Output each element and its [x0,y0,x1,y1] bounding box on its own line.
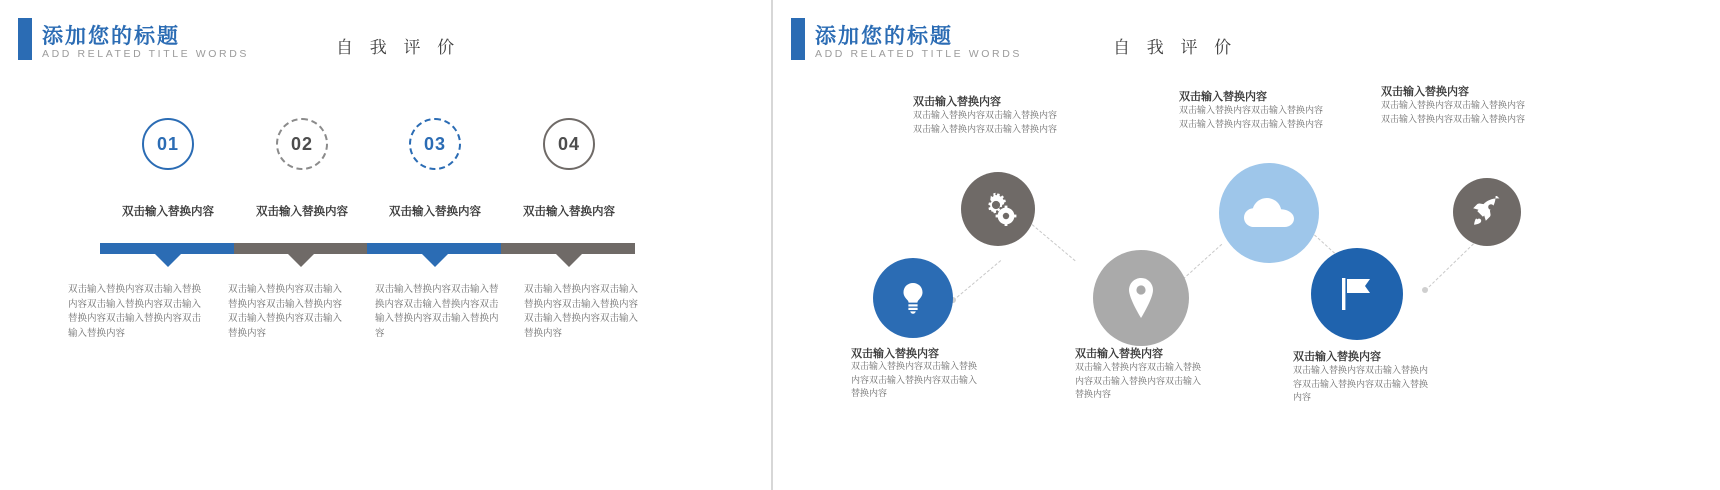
bar-pointer-03 [422,254,448,267]
page-subtitle-right: ADD RELATED TITLE WORDS [815,48,1023,60]
page-subtitle: ADD RELATED TITLE WORDS [42,48,250,60]
step-title-03: 双击输入替换内容 [389,206,481,218]
step-body-01: 双击输入替换内容双击输入替换内容双击输入替换内容双击输入替换内容双击输入替换内容双击输入替换内容 [68,284,202,340]
step-circle-02[interactable] [276,118,328,170]
item-title-6: 双击输入替换内容 [1381,86,1469,98]
item-body-5: 双击输入替换内容双击输入替换内容双击输入替换内容双击输入替换内容 [1293,365,1429,402]
bar-segment-02 [234,243,367,254]
step-circle-03[interactable] [409,118,461,170]
page-title: 添加您的标题 [42,25,180,48]
icon-circle-location-pin[interactable] [1093,250,1189,346]
item-body-3: 双击输入替换内容双击输入替换内容双击输入替换内容双击输入替换内容 [1075,362,1202,399]
cloud-icon [1242,195,1296,231]
slide-right [773,0,1720,490]
item-title-4: 双击输入替换内容 [1179,91,1267,103]
header-accent-bar [18,18,32,60]
item-title-3: 双击输入替换内容 [1075,348,1163,360]
step-number-04: 04 [557,133,581,154]
lightbulb-icon [898,281,928,315]
item-body-2: 双击输入替换内容双击输入替换内容双击输入替换内容双击输入替换内容 [913,110,1058,134]
icon-circle-lightbulb[interactable] [873,258,953,338]
step-number-03: 03 [423,133,447,154]
item-title-2: 双击输入替换内容 [913,96,1001,108]
header-accent-bar-right [791,18,805,60]
item-title-5: 双击输入替换内容 [1293,351,1381,363]
rocket-icon [1471,196,1503,228]
flag-icon [1337,274,1377,314]
bar-segment-04 [501,243,635,254]
step-number-02: 02 [290,133,314,154]
slide-left [0,0,771,490]
item-body-6: 双击输入替换内容双击输入替换内容双击输入替换内容双击输入替换内容 [1381,100,1526,124]
step-body-03: 双击输入替换内容双击输入替换内容双击输入替换内容双击输入替换内容双击输入替换内容 [375,284,499,340]
item-title-1: 双击输入替换内容 [851,348,939,360]
item-body-4: 双击输入替换内容双击输入替换内容双击输入替换内容双击输入替换内容 [1179,105,1324,129]
step-title-02: 双击输入替换内容 [256,206,348,218]
step-title-01: 双击输入替换内容 [122,206,214,218]
step-body-02: 双击输入替换内容双击输入替换内容双击输入替换内容双击输入替换内容双击输入替换内容 [228,284,343,340]
connector-dot-5 [1422,287,1428,293]
step-circle-01[interactable] [142,118,194,170]
connector-5-6 [1425,240,1477,291]
item-body-1: 双击输入替换内容双击输入替换内容双击输入替换内容双击输入替换内容 [851,361,978,398]
bar-pointer-02 [288,254,314,267]
step-number-01: 01 [156,133,180,154]
icon-circle-rocket[interactable] [1453,178,1521,246]
location-pin-icon [1126,277,1156,319]
icon-circle-gears[interactable] [961,172,1035,246]
bar-pointer-01 [155,254,181,267]
icon-circle-flag[interactable] [1311,248,1403,340]
bar-segment-03 [367,243,501,254]
gears-icon [979,192,1017,226]
bar-pointer-04 [556,254,582,267]
bar-segment-01 [100,243,234,254]
page-title-right: 添加您的标题 [815,25,953,48]
icon-circle-cloud[interactable] [1219,163,1319,263]
step-body-04: 双击输入替换内容双击输入替换内容双击输入替换内容双击输入替换内容双击输入替换内容 [524,284,639,340]
connector-2-3 [1024,218,1075,261]
step-title-04: 双击输入替换内容 [523,206,615,218]
section-title: 自 我 评 价 [336,38,461,57]
step-circle-04[interactable] [543,118,595,170]
section-title-right: 自 我 评 价 [1113,38,1238,57]
connector-1-2 [953,260,1001,301]
